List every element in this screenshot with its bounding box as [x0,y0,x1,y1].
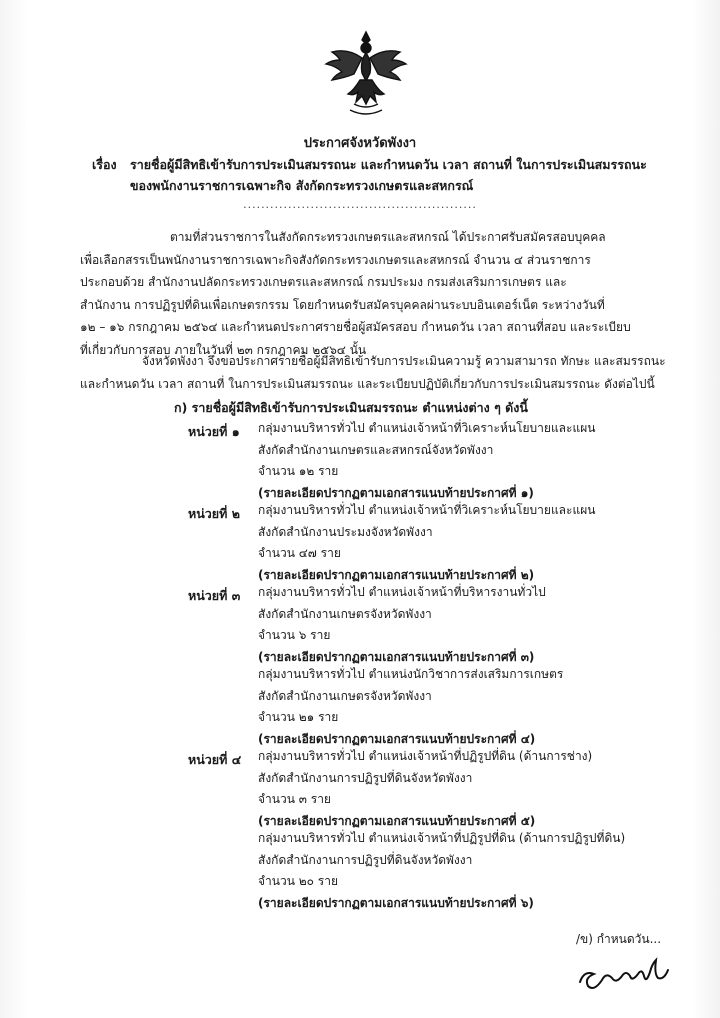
paragraph-intro-line: สำนักงาน การปฏิรูปที่ดินเพื่อเกษตรกรรม โดยกำหนดรับสมัครบุคคลผ่านระบบอินเตอร์เน็ต ระหว่างวันที่ [80,297,605,312]
subject-block [92,154,692,196]
continued-next-page: /ข) กำหนดวัน... [576,932,662,946]
unit-count: จำนวน ๖ ราย [258,628,331,643]
paragraph-announcement [80,350,688,395]
paragraph-intro-line: ที่เกี่ยวกับการสอบ ภายในวันที่ ๒๓ กรกฎาคม ๒๕๖๔ นั้น [80,342,367,357]
paragraph-announcement-line: จังหวัดพังงา จึงขอประกาศรายชื่อผู้มีสิทธิเข้ารับการประเมินความรู้ ความสามารถ ทักษะ และสมรรถนะ [142,354,666,368]
paragraph-intro [80,226,688,362]
unit-label: หน่วยที่ ๓ [188,588,241,603]
unit-position: กลุ่มงานบริหารทั่วไป ตำแหน่งนักวิชาการส่งเสริมการเกษตร [258,667,564,681]
unit-agency: สังกัดสำนักงานการปฏิรูปที่ดินจังหวัดพังงา [258,852,473,867]
garuda-emblem-icon [320,28,412,120]
unit-block [258,418,698,504]
unit-count: จำนวน ๒๑ ราย [258,710,339,725]
unit-label: หน่วยที่ ๔ [188,752,242,767]
paragraph-intro-line: ๑๒ – ๑๖ กรกฎาคม ๒๕๖๔ และกำหนดประกาศรายชื่อผู้สมัครสอบ กำหนดวัน เวลา สถานที่สอบ และระเบียบ [80,320,631,335]
paragraph-intro-line: ประกอบด้วย สำนักงานปลัดกระทรวงเกษตรและสหกรณ์ กรมประมง กรมส่งเสริมการเกษตร และ [80,275,567,290]
subject-line-1: รายชื่อผู้มีสิทธิเข้ารับการประเมินสมรรถนะ และกำหนดวัน เวลา สถานที่ ในการประเมินสมรรถนะ [130,157,647,172]
unit-attachment-ref: (รายละเอียดปรากฏตามเอกสารแนบท้ายประกาศที่ ๖) [258,895,534,910]
unit-agency: สังกัดสำนักงานเกษตรและสหกรณ์จังหวัดพังงา [258,442,494,457]
unit-count: จำนวน ๑๒ ราย [258,464,339,479]
unit-block [258,582,698,668]
unit-block [258,500,698,586]
subject-line-2: ของพนักงานราชการเฉพาะกิจ สังกัดกระทรวงเกษตรและสหกรณ์ [130,178,474,193]
unit-block [258,664,698,750]
document-title: ประกาศจังหวัดพังงา [303,136,417,151]
unit-agency: สังกัดสำนักงานเกษตรจังหวัดพังงา [258,606,432,621]
section-a-heading: ก) รายชื่อผู้มีสิทธิเข้ารับการประเมินสมรรถนะ ตำแหน่งต่าง ๆ ดังนี้ [174,400,528,415]
unit-agency: สังกัดสำนักงานการปฏิรูปที่ดินจังหวัดพังงา [258,770,473,785]
unit-agency: สังกัดสำนักงานประมงจังหวัดพังงา [258,524,433,539]
unit-position: กลุ่มงานบริหารทั่วไป ตำแหน่งเจ้าหน้าที่วิเคราะห์นโยบายและแผน [258,421,596,435]
unit-attachment-ref: (รายละเอียดปรากฏตามเอกสารแนบท้ายประกาศที่ ๑) [258,485,534,500]
unit-count: จำนวน ๒๐ ราย [258,874,338,889]
unit-attachment-ref: (รายละเอียดปรากฏตามเอกสารแนบท้ายประกาศที่ ๒) [258,567,535,582]
paragraph-intro-line: ตามที่ส่วนราชการในสังกัดกระทรวงเกษตรและสหกรณ์ ได้ประกาศรับสมัครสอบบุคคล [170,230,606,244]
unit-block [258,746,698,832]
handwritten-signature-icon [572,952,692,996]
unit-block [258,828,698,914]
subject-label: เรื่อง [92,157,117,172]
unit-attachment-ref: (รายละเอียดปรากฏตามเอกสารแนบท้ายประกาศที่ ๓) [258,649,535,664]
unit-label: หน่วยที่ ๒ [188,506,240,521]
title-divider: .................................................... [243,198,477,211]
unit-attachment-ref: (รายละเอียดปรากฏตามเอกสารแนบท้ายประกาศที่ ๕) [258,813,536,828]
unit-attachment-ref: (รายละเอียดปรากฏตามเอกสารแนบท้ายประกาศที่ ๔) [258,731,536,746]
paragraph-announcement-line: และกำหนดวัน เวลา สถานที่ ในการประเมินสมรรถนะ และระเบียบปฏิบัติเกี่ยวกับการประเมินสมรรถนะ ดังต่อไปนี้ [80,376,655,391]
unit-position: กลุ่มงานบริหารทั่วไป ตำแหน่งเจ้าหน้าที่ปฏิรูปที่ดิน (ด้านการปฏิรูปที่ดิน) [258,831,626,845]
unit-agency: สังกัดสำนักงานเกษตรจังหวัดพังงา [258,688,432,703]
unit-position: กลุ่มงานบริหารทั่วไป ตำแหน่งเจ้าหน้าที่วิเคราะห์นโยบายและแผน [258,503,596,517]
unit-count: จำนวน ๓ ราย [258,792,331,807]
unit-label: หน่วยที่ ๑ [188,424,240,439]
unit-count: จำนวน ๔๗ ราย [258,546,341,561]
paragraph-intro-line: เพื่อเลือกสรรเป็นพนักงานราชการเฉพาะกิจสังกัดกระทรวงเกษตรและสหกรณ์ จำนวน ๔ ส่วนราชการ [80,252,591,267]
unit-position: กลุ่มงานบริหารทั่วไป ตำแหน่งเจ้าหน้าที่บริหารงานทั่วไป [258,585,546,599]
unit-position: กลุ่มงานบริหารทั่วไป ตำแหน่งเจ้าหน้าที่ปฏิรูปที่ดิน (ด้านการช่าง) [258,749,593,763]
